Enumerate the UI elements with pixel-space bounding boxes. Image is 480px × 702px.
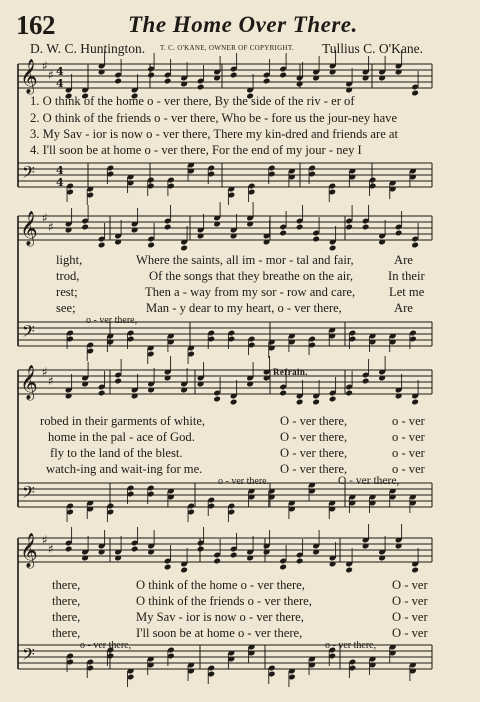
system-4-treble-note	[131, 546, 139, 553]
verse-2-line-4-start: there,	[52, 594, 81, 608]
system-2-treble-note	[345, 224, 353, 231]
verse-2-line-1: 2. O think of the friends o - ver there, Who be - fore us the jour-ney have	[30, 111, 398, 125]
system-1-treble-clef: 𝄞	[20, 59, 38, 94]
verse-3-line-3-start: fly to the land of the blest.	[50, 446, 183, 460]
verse-1-line-3-mid: O - ver there,	[280, 414, 348, 428]
system-2-treble-note	[395, 230, 403, 237]
system-3-treble-note	[312, 399, 320, 406]
system-2-treble-note	[329, 245, 337, 252]
system-3-treble-note	[329, 396, 337, 403]
verse-1-line-4-start: there,	[52, 578, 81, 592]
verse-1-line-4-end: O - ver	[392, 578, 428, 592]
system-2-treble-note	[279, 230, 287, 237]
system-3-treble-sharp: ♯	[42, 365, 48, 379]
system-3-treble-note	[114, 378, 122, 385]
system-3-treble-note	[411, 399, 419, 406]
system-3-treble-note	[213, 396, 221, 403]
verse-1-line-2-end: Are	[394, 253, 413, 267]
time-signature-top: 4	[56, 65, 64, 78]
time-signature-bottom: 4	[56, 176, 64, 189]
system-2-treble-note	[180, 245, 188, 252]
system-4-treble-note	[164, 564, 172, 571]
time-signature-bottom: 4	[56, 77, 64, 90]
verse-2-line-3-mid: O - ver there,	[280, 430, 348, 444]
verse-1-line-3-start: robed in their garments of white,	[40, 414, 206, 428]
verse-4-line-4-end: O - ver	[392, 626, 428, 640]
system-4-treble-note	[411, 567, 419, 574]
lyricist-credit: D. W. C. Huntington.	[30, 41, 146, 56]
refrain-label: Refrain.	[273, 367, 308, 377]
system-3-treble-note	[279, 390, 287, 397]
verse-3-line-3-end: o - ver	[392, 446, 425, 460]
verse-2-line-3-start: home in the pal - ace of God.	[48, 430, 195, 444]
verse-3-line-2-mid: Then a - way from my sor - row and care,	[145, 285, 356, 299]
system-1-treble-note	[411, 90, 419, 97]
verse-3-line-2-end: Let me	[389, 285, 425, 299]
system-3-treble-note	[230, 399, 238, 406]
verse-4-line-1: 4. I'll soon be at home o - ver there, For the end of my jour - ney I	[30, 143, 362, 157]
verse-4-line-2-start: see;	[56, 301, 76, 315]
system-4-treble-note	[279, 564, 287, 571]
system-3-bass-clef: 𝄢	[22, 482, 35, 506]
verse-3-line-1: 3. My Sav - ior is now o - ver there, There my kin-dred and friends are at	[30, 127, 399, 141]
system-1-treble-sharp: ♯	[42, 59, 48, 73]
system-4-bass-clef: 𝄢	[22, 644, 35, 668]
system-2-treble-sharp: ♯	[48, 220, 54, 234]
verse-2-line-4-end: O - ver	[392, 594, 428, 608]
system-2-treble-note	[296, 224, 304, 231]
verse-3-line-4-start: there,	[52, 610, 81, 624]
verse-2-line-3-end: o - ver	[392, 430, 425, 444]
verse-4-line-2-end: Are	[394, 301, 413, 315]
system-2-treble-clef: 𝄞	[20, 211, 38, 246]
time-signature-top: 4	[56, 164, 64, 177]
verse-2-line-2-start: trod,	[56, 269, 80, 283]
verse-1-line-1: 1. O think of the home o - ver there, By the side of the riv - er of	[30, 94, 355, 108]
composer-credit: Tullius C. O'Kane.	[322, 41, 423, 56]
system-2-treble-sharp: ♯	[42, 211, 48, 225]
system-4-treble-note	[230, 552, 238, 559]
system-2-treble-note	[362, 224, 370, 231]
system-2-treble-note	[98, 242, 106, 249]
verse-4-line-4-mid: I'll soon be at home o - ver there,	[136, 626, 303, 640]
verse-1-line-3-end: o - ver	[392, 414, 425, 428]
verse-2-line-2-end: In their	[388, 269, 425, 283]
verse-2-line-2-mid: Of the songs that they breathe on the air,	[149, 269, 354, 283]
system-3-treble-note	[345, 390, 353, 397]
system-2-treble-note	[164, 224, 172, 231]
system-1-treble-note	[164, 78, 172, 85]
system-4-treble-note	[213, 558, 221, 565]
copyright-notice: T. C. O'KANE, OWNER OF COPYRIGHT.	[160, 44, 294, 52]
system-4-treble-clef: 𝄞	[20, 533, 38, 568]
system-4-treble-note	[296, 558, 304, 565]
system-4-treble-note	[65, 546, 73, 553]
system-2-treble-note	[147, 242, 155, 249]
bass-words-system-4b: o - ver there,	[325, 640, 377, 651]
system-2-treble-note	[81, 224, 89, 231]
hymn-number: 162	[16, 10, 55, 40]
system-1-treble-note	[197, 84, 205, 91]
verse-3-line-4-mid: My Sav - ior is now o - ver there,	[136, 610, 304, 624]
bass-words-system-4a: o - ver there,	[80, 640, 132, 651]
verse-4-line-3-mid: O - ver there,	[280, 462, 348, 476]
system-4-treble-sharp: ♯	[48, 542, 54, 556]
verse-4-line-4-start: there,	[52, 626, 81, 640]
bass-words-system-2: o - ver there,	[86, 315, 138, 326]
verse-4-line-3-end: o - ver	[392, 462, 425, 476]
system-2-treble-note	[312, 236, 320, 243]
system-2-bass-clef: 𝄢	[22, 321, 35, 345]
system-4-treble-sharp: ♯	[42, 533, 48, 547]
verse-3-line-2-start: rest;	[56, 285, 78, 299]
system-3-treble-clef: 𝄞	[20, 365, 38, 400]
system-4-treble-note	[197, 546, 205, 553]
system-3-treble-note	[98, 390, 106, 397]
system-1-treble-note	[147, 72, 155, 79]
verse-1-line-4-mid: O think of the home o - ver there,	[136, 578, 305, 592]
system-1-treble-note	[114, 78, 122, 85]
system-3-treble-note	[362, 378, 370, 385]
verse-2-line-4-mid: O think of the friends o - ver there,	[136, 594, 312, 608]
verse-3-line-3-mid: O - ver there,	[280, 446, 348, 460]
system-4-treble-note	[180, 567, 188, 574]
system-1-treble-note	[263, 78, 271, 85]
system-3-treble-note	[296, 399, 304, 406]
verse-4-line-3-start: watch-ing and wait-ing for me.	[46, 462, 203, 476]
verse-4-line-2-mid: Man - y dear to my heart, o - ver there,	[146, 301, 342, 315]
verse-3-line-4-end: O - ver	[392, 610, 428, 624]
system-1-bass-clef: 𝄢	[22, 162, 35, 186]
verse-1-line-2-mid: Where the saints, all im - mor - tal and fair,	[136, 253, 354, 267]
bass-words-system-3b: O - ver there,	[338, 475, 400, 487]
system-3-treble-sharp: ♯	[48, 374, 54, 388]
system-1-treble-note	[230, 72, 238, 79]
verse-1-line-2-start: light,	[56, 253, 83, 267]
bass-words-system-3a: o - ver there.	[218, 476, 270, 487]
system-1-treble-note	[279, 72, 287, 79]
hymn-title: The Home Over There.	[128, 12, 358, 37]
system-1-treble-sharp: ♯	[48, 68, 54, 82]
system-2-treble-note	[411, 242, 419, 249]
system-4-treble-note	[345, 567, 353, 574]
